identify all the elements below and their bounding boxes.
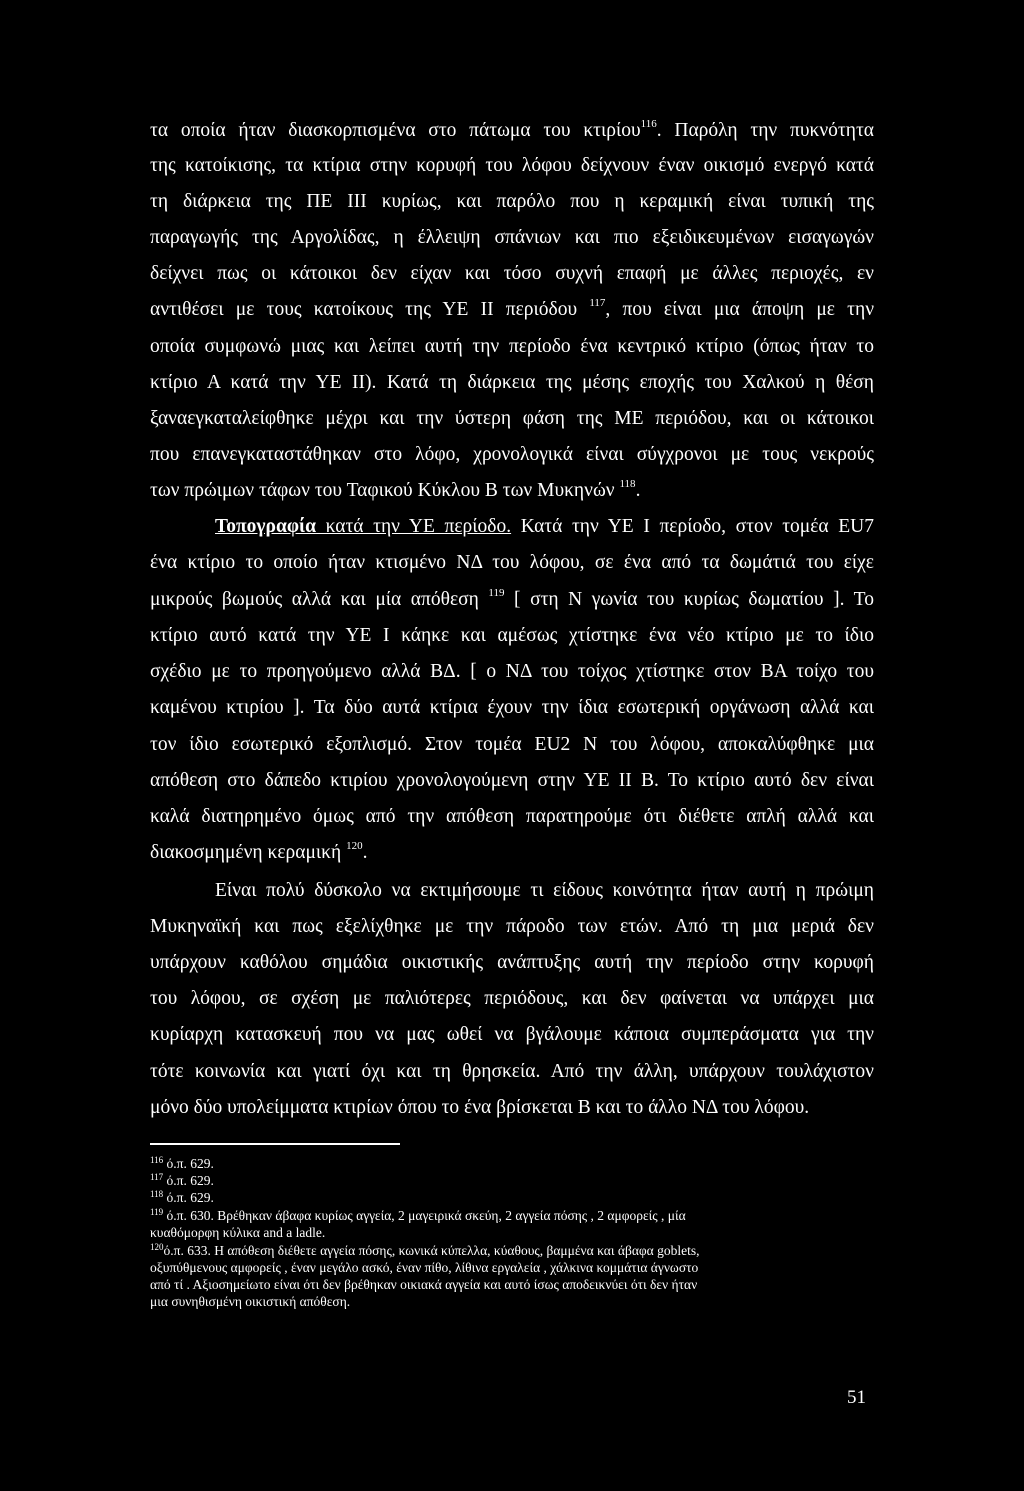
footnote: από τί . Αξιοσημείωτο είναι ότι δεν βρέθηκαν οικιακά αγγεία και αυτό ίσως αποδεικνύει ότι δεν ήταν — [150, 1277, 698, 1292]
footnote: $^{118}$ ό.π. 629. — [150, 1189, 214, 1205]
text-line: σχέδιο με το προηγούμενο αλλά ΒΔ. [ ο ΝΔ του τοίχος χτίστηκε στον ΒΑ τοίχο του — [150, 661, 874, 682]
text-line: αντιθέσει με τους κατοίκους της ΥΕ ΙΙ περιόδου $^{117}$, που είναι μια άποψη με την — [150, 297, 875, 320]
text-line: υπάρχουν καθόλου σημάδια οικιστικής ανάπτυξης αυτή την περίοδο στην κορυφή — [150, 952, 874, 973]
footnote: $^{117}$ ό.π. 629. — [150, 1172, 214, 1188]
footnote: $^{116}$ ό.π. 629. — [150, 1155, 214, 1171]
text-line: τον ίδιο εσωτερικό εξοπλισμό. Στον τομέα EU2 Ν του λόφου, αποκαλύφθηκε μια — [150, 734, 874, 755]
text-line: των πρώιμων τάφων του Ταφικού Κύκλου Β των Μυκηνών $^{118}$. — [150, 478, 641, 501]
footnote: μια συνηθισμένη οικιστική απόθεση. — [150, 1294, 351, 1309]
text-line: του λόφου, σε σχέση με παλιότερες περιόδους, και δεν φαίνεται να υπάρχει μια — [150, 988, 874, 1009]
footnote-separator — [150, 1143, 400, 1145]
text-line: της κατοίκισης, τα κτίρια στην κορυφή του λόφου δείχνουν έναν οικισμό ενεργό κατά — [150, 155, 874, 176]
section-heading: Τοπογραφία κατά την ΥΕ περίοδο. — [215, 516, 512, 537]
text-line: μόνο δύο υπολείμματα κτιρίων όπου το ένα βρίσκεται Β και το άλλο ΝΔ του λόφου. — [150, 1097, 810, 1118]
text-line: τη διάρκεια της ΠΕ ΙΙΙ κυρίως, και παρόλο που η κεραμική είναι τυπική της — [150, 191, 874, 212]
text-line: δείχνει πως οι κάτοικοι δεν είχαν και τόσο συχνή επαφή με άλλες περιοχές, εν — [150, 263, 874, 284]
footnote: κυαθόμορφη κύλικα and a ladle. — [150, 1225, 326, 1240]
text-line: διακοσμημένη κεραμική $^{120}$. — [150, 840, 368, 863]
text-line: ένα κτίριο το οποίο ήταν κτισμένο ΝΔ του λόφου, σε ένα από τα δωμάτιά του είχε — [150, 552, 874, 573]
text-line: Τοπογραφία κατά την ΥΕ περίοδο. Κατά την ΥΕ Ι περίοδο, στον τομέα EU7 — [215, 516, 875, 537]
footnote: οξυπύθμενους αμφορείς , έναν μεγάλο ασκό, έναν πίθο, λίθινα εργαλεία , χάλκινα κομμάτια άγνωστο — [150, 1260, 699, 1275]
text-line: καμένου κτιρίου ]. Τα δύο αυτά κτίρια έχουν την ίδια εσωτερική οργάνωση αλλά και — [150, 697, 874, 718]
text-line: μικρούς βωμούς αλλά και μία απόθεση $^{119}$ [ στη Ν γωνία του κυρίως δωματίου ]. Το — [150, 587, 874, 610]
text-line: κυρίαρχη κατασκευή που να μας ωθεί να βγάλουμε κάποια συμπεράσματα για την — [150, 1024, 874, 1045]
text-line: Μυκηναϊκή και πως εξελίχθηκε με την πάροδο των ετών. Από τη μια μεριά δεν — [150, 916, 874, 937]
text-line: οποία συμφωνώ μιας και λείπει αυτή την περίοδο ένα κεντρικό κτίριο (όπως ήταν το — [150, 336, 874, 357]
text-line: τότε κοινωνία και γιατί όχι και τη θρησκεία. Από την άλλη, υπάρχουν τουλάχιστον — [150, 1061, 874, 1082]
footnote: $^{120}$ό.π. 633. Η απόθεση διέθετε αγγεία πόσης, κωνικά κύπελλα, κύαθους, βαμμένα και άβαφα goblets, — [150, 1242, 700, 1258]
text-line: ξαναεγκαταλείφθηκε μέχρι και την ύστερη φάση της ΜΕ περιόδου, και οι κάτοικοι — [150, 408, 874, 429]
text-line: παραγωγής της Αργολίδας, η έλλειψη σπάνιων και πιο εξειδικευμένων εισαγωγών — [150, 227, 874, 248]
text-line: Είναι πολύ δύσκολο να εκτιμήσουμε τι είδους κοινότητα ήταν αυτή η πρώιμη — [215, 880, 874, 901]
page-number: 51 — [847, 1387, 866, 1408]
footnote: $^{119}$ ό.π. 630. Βρέθηκαν άβαφα κυρίως αγγεία, 2 μαγειρικά σκεύη, 2 αγγεία πόσης , 2 αμφορείς , μία — [150, 1207, 686, 1223]
text-line: τα οποία ήταν διασκορπισμένα στο πάτωμα του κτιρίου$^{116}$. Παρόλη την πυκνότητα — [150, 118, 874, 141]
text-line: καλά διατηρημένο όμως από την απόθεση παρατηρούμε ότι διέθετε απλή αλλά και — [150, 806, 874, 827]
text-line: που επανεγκαταστάθηκαν στο λόφο, χρονολογικά είναι σύγχρονοι με τους νεκρούς — [150, 444, 874, 465]
text-line: απόθεση στο δάπεδο κτιρίου χρονολογούμενη στην ΥΕ ΙΙ Β. Το κτίριο αυτό δεν είναι — [150, 770, 874, 791]
text-line: κτίριο Α κατά την ΥΕ ΙΙ). Κατά τη διάρκεια της μέσης εποχής του Χαλκού η θέση — [150, 372, 874, 393]
text-line: κτίριο αυτό κατά την ΥΕ Ι κάηκε και αμέσως χτίστηκε ένα νέο κτίριο με το ίδιο — [150, 625, 874, 646]
